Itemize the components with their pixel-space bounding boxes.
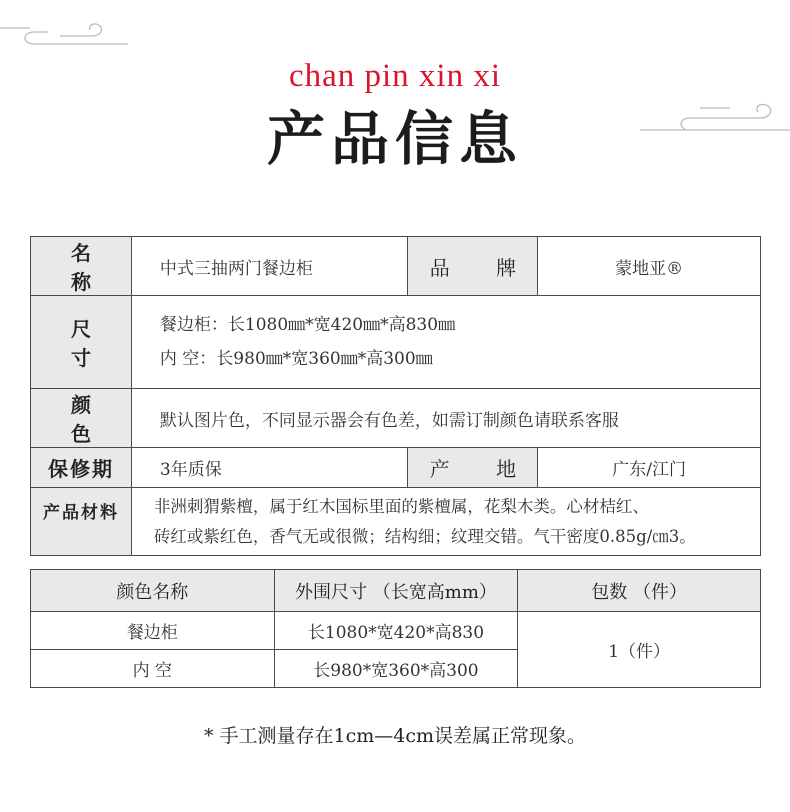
material-label: 产品材料 <box>31 488 132 556</box>
col-header-size: 外围尺寸 （长宽高mm） <box>274 570 518 612</box>
material-cell <box>131 488 760 556</box>
table-row <box>31 296 761 389</box>
color-label: 颜 色 <box>31 389 132 448</box>
brand-value: 蒙地亚® <box>538 237 761 296</box>
row-name: 餐边柜 <box>31 612 275 650</box>
table-row <box>31 389 761 448</box>
row-size: 长1080*宽420*高830 <box>274 612 518 650</box>
packaging-table <box>30 569 761 688</box>
product-info-table <box>30 236 761 556</box>
color-value: 默认图片色，不同显示器会有色差，如需订制颜色请联系客服 <box>131 389 760 448</box>
material-line-2: 砖红或紫红色，香气无或很微；结构细；纹理交错。气干密度0.85g/㎝3。 <box>153 526 696 546</box>
table-header-row <box>31 570 761 612</box>
footnote: * 手工测量存在1cm—4cm误差属正常现象。 <box>203 725 587 747</box>
name-label: 名 称 <box>31 237 132 296</box>
col-header-packs: 包数 （件） <box>518 570 761 612</box>
size-cell <box>131 296 760 389</box>
page-title: 产品信息 <box>266 105 523 173</box>
size-line-sideboard: 餐边柜：长1080㎜*宽420㎜*高830㎜ <box>159 315 456 335</box>
table-row <box>31 488 761 556</box>
brand-label: 品 牌 <box>408 237 538 296</box>
cloud-decoration-left <box>0 0 260 60</box>
title-pinyin: chan pin xin xi <box>288 58 502 94</box>
pack-count: 1（件） <box>518 612 761 688</box>
material-line-1: 非洲刺猬紫檀，属于红木国标里面的紫檀属，花梨木类。心材桔红、 <box>153 496 649 516</box>
table-row <box>31 448 761 488</box>
size-line-inner: 内 空：长980㎜*宽360㎜*高300㎜ <box>159 349 433 369</box>
warranty-label: 保修期 <box>31 448 132 488</box>
col-header-color: 颜色名称 <box>31 570 275 612</box>
row-size: 长980*宽360*高300 <box>274 650 518 688</box>
origin-value: 广东/江门 <box>538 448 761 488</box>
table-row <box>31 237 761 296</box>
origin-label: 产 地 <box>408 448 538 488</box>
warranty-value: 3年质保 <box>131 448 408 488</box>
product-name: 中式三抽两门餐边柜 <box>131 237 408 296</box>
table-row <box>31 612 761 650</box>
row-name: 内 空 <box>31 650 275 688</box>
size-label: 尺 寸 <box>31 296 132 389</box>
